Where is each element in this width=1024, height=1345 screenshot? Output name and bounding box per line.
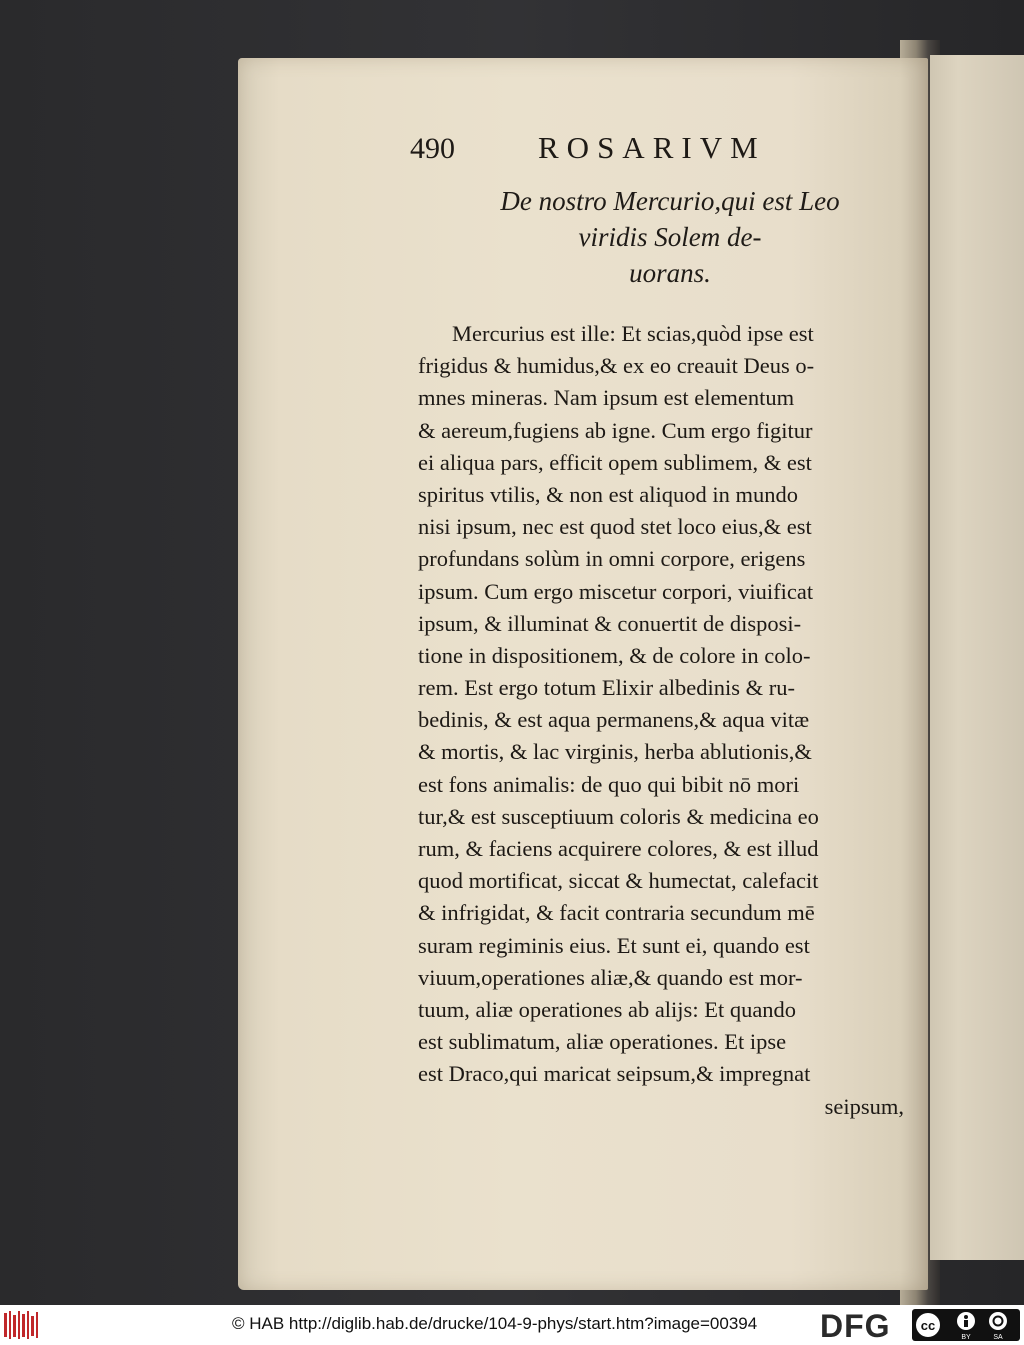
body-line: mnes mineras. Nam ipsum est elementum — [418, 385, 795, 411]
hab-barcode-logo — [4, 1311, 40, 1339]
body-line: bedinis, & est aqua permanens,& aqua vitæ — [418, 707, 810, 733]
body-line: tur,& est susceptiuum coloris & medicina eo — [418, 803, 819, 829]
footer-bar — [0, 1305, 1024, 1345]
body-line: & aereum,fugiens ab igne. Cum ergo figitur — [418, 417, 813, 443]
body-line: seipsum, — [824, 1093, 904, 1119]
body-line: spiritus vtilis, & non est aliquod in mundo — [418, 481, 799, 507]
body-line: ipsum. Cum ergo miscetur corpori, viuificat — [418, 578, 814, 604]
body-line: tione in dispositionem, & de colore in colo- — [418, 642, 811, 668]
body-line: quod mortificat, siccat & humectat, calefacit — [418, 868, 819, 894]
by-label: BY — [961, 1334, 971, 1341]
body-line: tuum, aliæ operationes ab alijs: Et quando — [418, 996, 797, 1022]
source-link[interactable]: © HAB http://diglib.hab.de/drucke/104-9-phys/start.htm?image=00394 — [232, 1314, 758, 1333]
body-line: rum, & faciens acquirere colores, & est illud — [418, 836, 819, 861]
body-line: viuum,operationes aliæ,& quando est mor- — [418, 964, 803, 990]
body-line: nisi ipsum, nec est quod stet loco eius,& est — [418, 514, 812, 540]
body-line: & infrigidat, & facit contraria secundum mē — [418, 900, 815, 926]
body-line: suram regiminis eius. Et sunt ei, quando est — [418, 932, 810, 958]
page-number: 490 — [410, 132, 455, 165]
facing-page-edge — [930, 55, 1024, 1260]
body-line: profundans solùm in omni corpore, erigens — [418, 546, 806, 572]
page-header — [410, 130, 810, 170]
chapter-title-line: De nostro Mercurio,qui est Leo — [500, 186, 840, 216]
body-line: ei aliqua pars, efficit opem sublimem, & est — [418, 449, 812, 475]
body-line: est Draco,qui maricat seipsum,& impregnat — [418, 1061, 811, 1087]
body-line: & mortis, & lac virginis, herba ablutionis,& — [418, 739, 812, 765]
chapter-title — [420, 183, 920, 291]
svg-text:cc: cc — [920, 1318, 936, 1333]
chapter-title-line: uorans. — [629, 258, 711, 288]
cc-license-badge[interactable] — [912, 1309, 1020, 1341]
cc-icon — [915, 1312, 941, 1338]
body-line: ipsum, & illuminat & conuertit de disposi- — [418, 610, 802, 636]
chapter-title-line: viridis Solem de- — [578, 222, 762, 252]
dfg-logo: DFG — [820, 1308, 891, 1344]
running-head: ROSARIVM — [538, 130, 766, 165]
body-line: Mercurius est ille: Et scias,quòd ipse est — [452, 321, 814, 346]
body-text — [418, 318, 904, 1123]
body-line: est sublimatum, aliæ operationes. Et ipse — [418, 1029, 787, 1055]
sa-label: SA — [993, 1334, 1003, 1341]
body-line: est fons animalis: de quo qui bibit nō mori — [418, 771, 800, 797]
body-line: frigidus & humidus,& ex eo creauit Deus o- — [418, 353, 815, 379]
body-line: rem. Est ergo totum Elixir albedinis & ru- — [418, 675, 796, 701]
